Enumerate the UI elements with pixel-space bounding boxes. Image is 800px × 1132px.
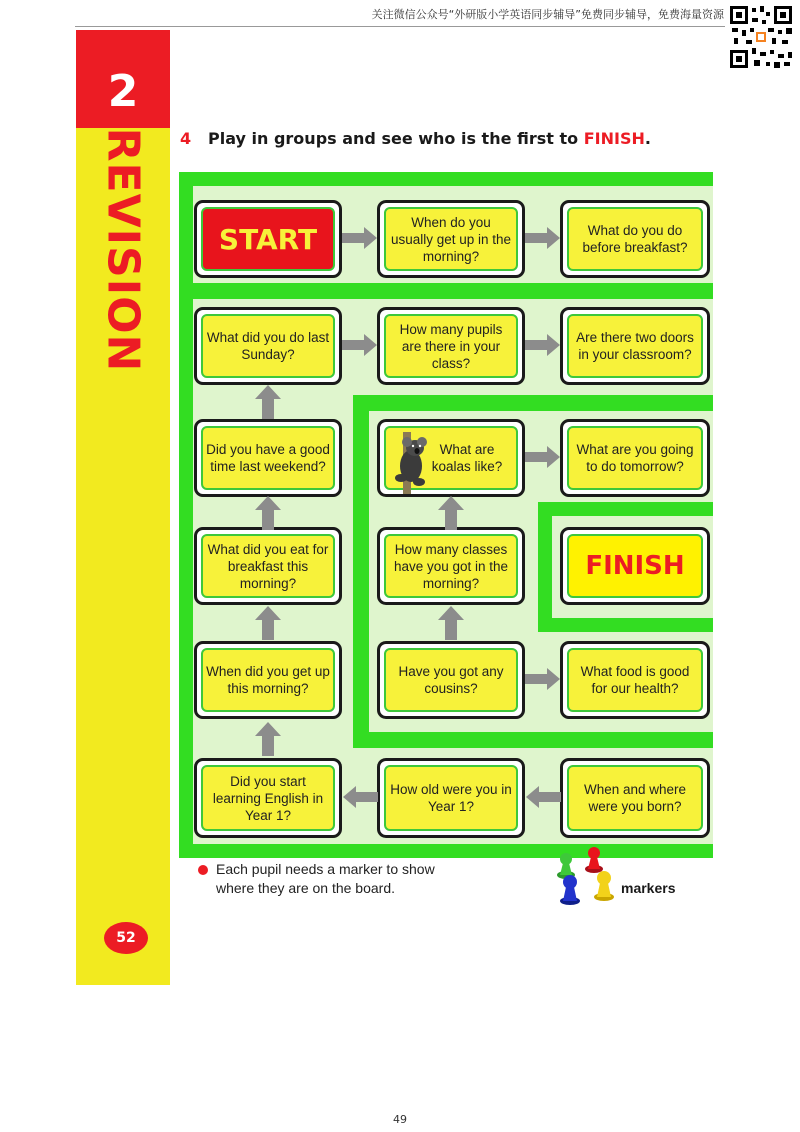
- board-tile: [194, 527, 342, 605]
- board-finish-left: [538, 502, 552, 632]
- board-finish-bottom: [538, 618, 713, 632]
- board-divider-row1: [179, 283, 713, 299]
- tile-question: When do you usually get up in the morning?: [384, 207, 518, 271]
- board-tile: [377, 307, 525, 385]
- revision-label: REVISION: [97, 127, 149, 373]
- textbook-page: [76, 30, 713, 985]
- board-tile: [377, 527, 525, 605]
- arrow-up-icon: [255, 496, 281, 530]
- arrow-right-icon: [525, 446, 561, 468]
- board-tile: [560, 758, 710, 838]
- arrow-right-icon: [525, 227, 561, 249]
- board-tile: [377, 419, 525, 497]
- arrow-right-icon: [342, 227, 378, 249]
- footer-page-number: 49: [393, 1113, 407, 1126]
- arrow-up-icon: [255, 606, 281, 640]
- board-finish-top: [538, 502, 713, 516]
- tile-question: Did you start learning English in Year 1?: [201, 765, 335, 831]
- board-tile: [560, 200, 710, 278]
- board-tile: [194, 641, 342, 719]
- unit-box: [76, 30, 170, 128]
- tile-question: How old were you in Year 1?: [384, 765, 518, 831]
- arrow-up-icon: [255, 385, 281, 419]
- tile-question: What did you eat for breakfast this morning?: [201, 534, 335, 598]
- tile-question: What are you going to do tomorrow?: [567, 426, 703, 490]
- header-rule: [75, 26, 725, 27]
- board-tile: [377, 641, 525, 719]
- task-instruction: [208, 129, 651, 148]
- board-outer-left: [179, 172, 193, 858]
- revision-sidebar: [76, 30, 170, 985]
- task-period: .: [644, 129, 651, 148]
- tile-question: How many classes have you got in the morning?: [384, 534, 518, 598]
- arrow-left-icon: [525, 786, 561, 808]
- arrow-right-icon: [525, 668, 561, 690]
- tile-question: What are koalas like?: [431, 442, 503, 474]
- tile-question: Are there two doors in your classroom?: [567, 314, 703, 378]
- page-number-badge: 52: [104, 922, 148, 954]
- tile-question: What food is good for our health?: [567, 648, 703, 712]
- board-inner-bottom: [353, 732, 713, 748]
- board-inner-left: [353, 395, 369, 748]
- arrow-up-icon: [255, 722, 281, 756]
- koala-icon: [389, 432, 433, 494]
- board-inner-top: [353, 395, 713, 411]
- board-tile: [377, 758, 525, 838]
- tile-question: When did you get up this morning?: [201, 648, 335, 712]
- wechat-banner: 关注微信公众号“外研版小学英语同步辅导”免费同步辅导，免费海量资源: [371, 8, 724, 21]
- board-tile: [377, 200, 525, 278]
- tile-question: What do you do before breakfast?: [567, 207, 703, 271]
- board-outer-top: [179, 172, 713, 186]
- task-number: 4: [180, 129, 192, 148]
- start-label: START: [218, 222, 318, 256]
- qr-code-icon: [728, 4, 794, 70]
- tile-question: What did you do last Sunday?: [201, 314, 335, 378]
- board-tile: [194, 307, 342, 385]
- bullet-dot: [198, 865, 208, 875]
- start-tile: [194, 200, 342, 278]
- arrow-right-icon: [525, 334, 561, 356]
- tile-question: When and where were you born?: [567, 765, 703, 831]
- tile-question: Did you have a good time last weekend?: [201, 426, 335, 490]
- board-tile: [560, 419, 710, 497]
- arrow-left-icon: [342, 786, 378, 808]
- board-tile: [560, 307, 710, 385]
- unit-number: 2: [107, 66, 139, 117]
- markers-icon: [554, 845, 624, 907]
- finish-tile: [560, 527, 710, 605]
- board-tile: [560, 641, 710, 719]
- arrow-up-icon: [438, 606, 464, 640]
- tile-question: How many pupils are there in your class?: [384, 314, 518, 378]
- arrow-right-icon: [342, 334, 378, 356]
- board-tile: [194, 758, 342, 838]
- note-text: Each pupil needs a marker to show where they are on the board.: [216, 861, 435, 896]
- markers-label: markers: [621, 880, 676, 896]
- tile-question: Have you got any cousins?: [384, 648, 518, 712]
- board-outer-bottom: [179, 844, 713, 858]
- task-finish-word: FINISH: [583, 129, 645, 148]
- task-text: Play in groups and see who is the first to: [208, 129, 584, 148]
- board-tile: [194, 419, 342, 497]
- finish-label: FINISH: [585, 550, 685, 581]
- arrow-up-icon: [438, 496, 464, 530]
